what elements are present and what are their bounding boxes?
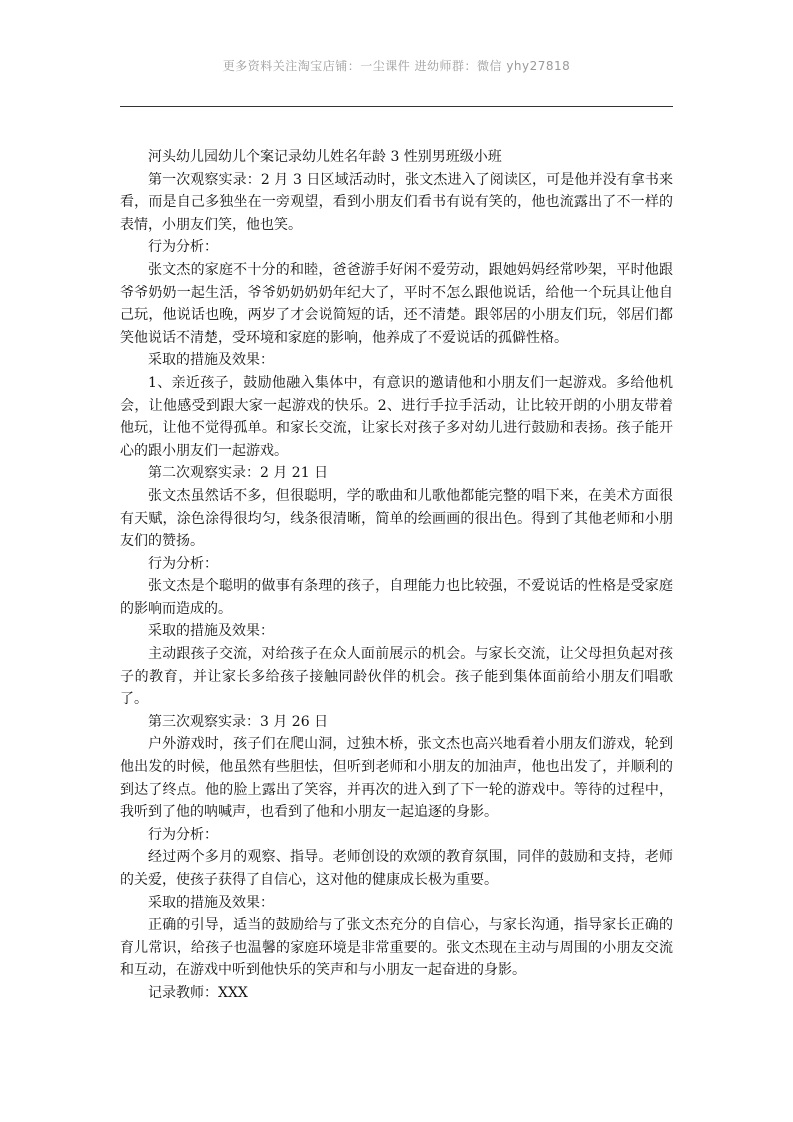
page-header-watermark: 更多资料关注淘宝店铺：一尘课件 进幼师群：微信 yhy27818 <box>222 59 571 73</box>
document-body <box>120 146 673 1005</box>
measures-2-text: 主动跟孩子交流，对给孩子在众人面前展示的机会。与家长交流，让父母担负起对孩子的教育，并让家长多给孩子接触同龄伙伴的机会。孩子能到集体面前给小朋友们唱歌了。 <box>120 646 673 708</box>
measures-1-text: 1、亲近孩子，鼓励他融入集体中，有意识的邀请他和小朋友们一起游戏。多给他机会，让他感受到跟大家一起游戏的快乐。2、进行手拉手活动，让比较开朗的小朋友带着他玩，让他不觉得孤单。和家长交流，让家长对孩子多对幼儿进行鼓励和表扬。孩子能开心的跟小朋友们一起游戏。 <box>120 374 673 459</box>
analysis-2-label: 行为分析： <box>148 555 218 572</box>
analysis-3-text: 经过两个多月的观察、指导。老师创设的欢颂的教育氛围，同伴的鼓励和支持，老师的关爱，使孩子获得了自信心，这对他的健康成长极为重要。 <box>120 849 673 888</box>
header-divider <box>120 106 673 107</box>
measures-3-label: 采取的措施及效果： <box>148 894 274 911</box>
recorder-signature: 记录教师：XXX <box>148 984 248 1001</box>
analysis-2-text: 张文杰是个聪明的做事有条理的孩子，自理能力也比较强，不爱说话的性格是受家庭的影响而造成的。 <box>120 578 673 617</box>
observation-2-text: 张文杰虽然话不多，但很聪明，学的歌曲和儿歌他都能完整的唱下来，在美术方面很有天赋，涂色涂得很均匀，线条很清晰，简单的绘画画的很出色。得到了其他老师和小朋友们的赞扬。 <box>120 487 673 550</box>
measures-2-label: 采取的措施及效果： <box>148 623 274 640</box>
analysis-3-label: 行为分析： <box>148 826 218 843</box>
document-title: 河头幼儿园幼儿个案记录幼儿姓名年龄 3 性别男班级小班 <box>148 149 502 165</box>
observation-3-text: 户外游戏时，孩子们在爬山洞，过独木桥，张文杰也高兴地看着小朋友们游戏，轮到他出发的时候，他虽然有些胆怯，但听到老师和小朋友的加油声，他也出发了，并顺利的到达了终点。他的脸上露出了笑容，并再次的进入到了下一轮的游戏中。等待的过程中，我听到了他的呐喊声，也看到了他和小朋友一起追逐的身影。 <box>120 736 673 821</box>
observation-1-heading: 第一次观察实录：2 月 3 日区域活动时，张文杰进入了阅读区，可是他并没有拿书来看，而是自己多独坐在一旁观望，看到小朋友们看书有说有笑的，他也流露出了不一样的表情，小朋友们笑，他也笑。 <box>120 171 673 233</box>
analysis-1-text: 张文杰的家庭不十分的和睦，爸爸游手好闲不爱劳动，跟她妈妈经常吵架，平时他跟爷爷奶奶一起生活，爷爷奶奶奶奶年纪大了，平时不怎么跟他说话，给他一个玩具让他自己玩，他说话也晚，两岁了才会说简短的话，还不清楚。跟邻居的小朋友们玩，邻居们都笑他说话不清楚，受环境和家庭的影响，他养成了不爱说话的孤僻性格。 <box>120 261 673 346</box>
observation-3-heading: 第三次观察实录：3 月 26 日 <box>148 713 329 730</box>
observation-2-heading: 第二次观察实录：2 月 21 日 <box>148 465 329 482</box>
measures-3-text: 正确的引导，适当的鼓励给与了张文杰充分的自信心，与家长沟通，指导家长正确的育儿常识，给孩子也温馨的家庭环境是非常重要的。张文杰现在主动与周围的小朋友交流和互动，在游戏中听到他快乐的笑声和与小朋友一起奋进的身影。 <box>120 917 673 979</box>
analysis-1-label: 行为分析： <box>148 239 218 256</box>
measures-1-label: 采取的措施及效果： <box>148 352 274 369</box>
